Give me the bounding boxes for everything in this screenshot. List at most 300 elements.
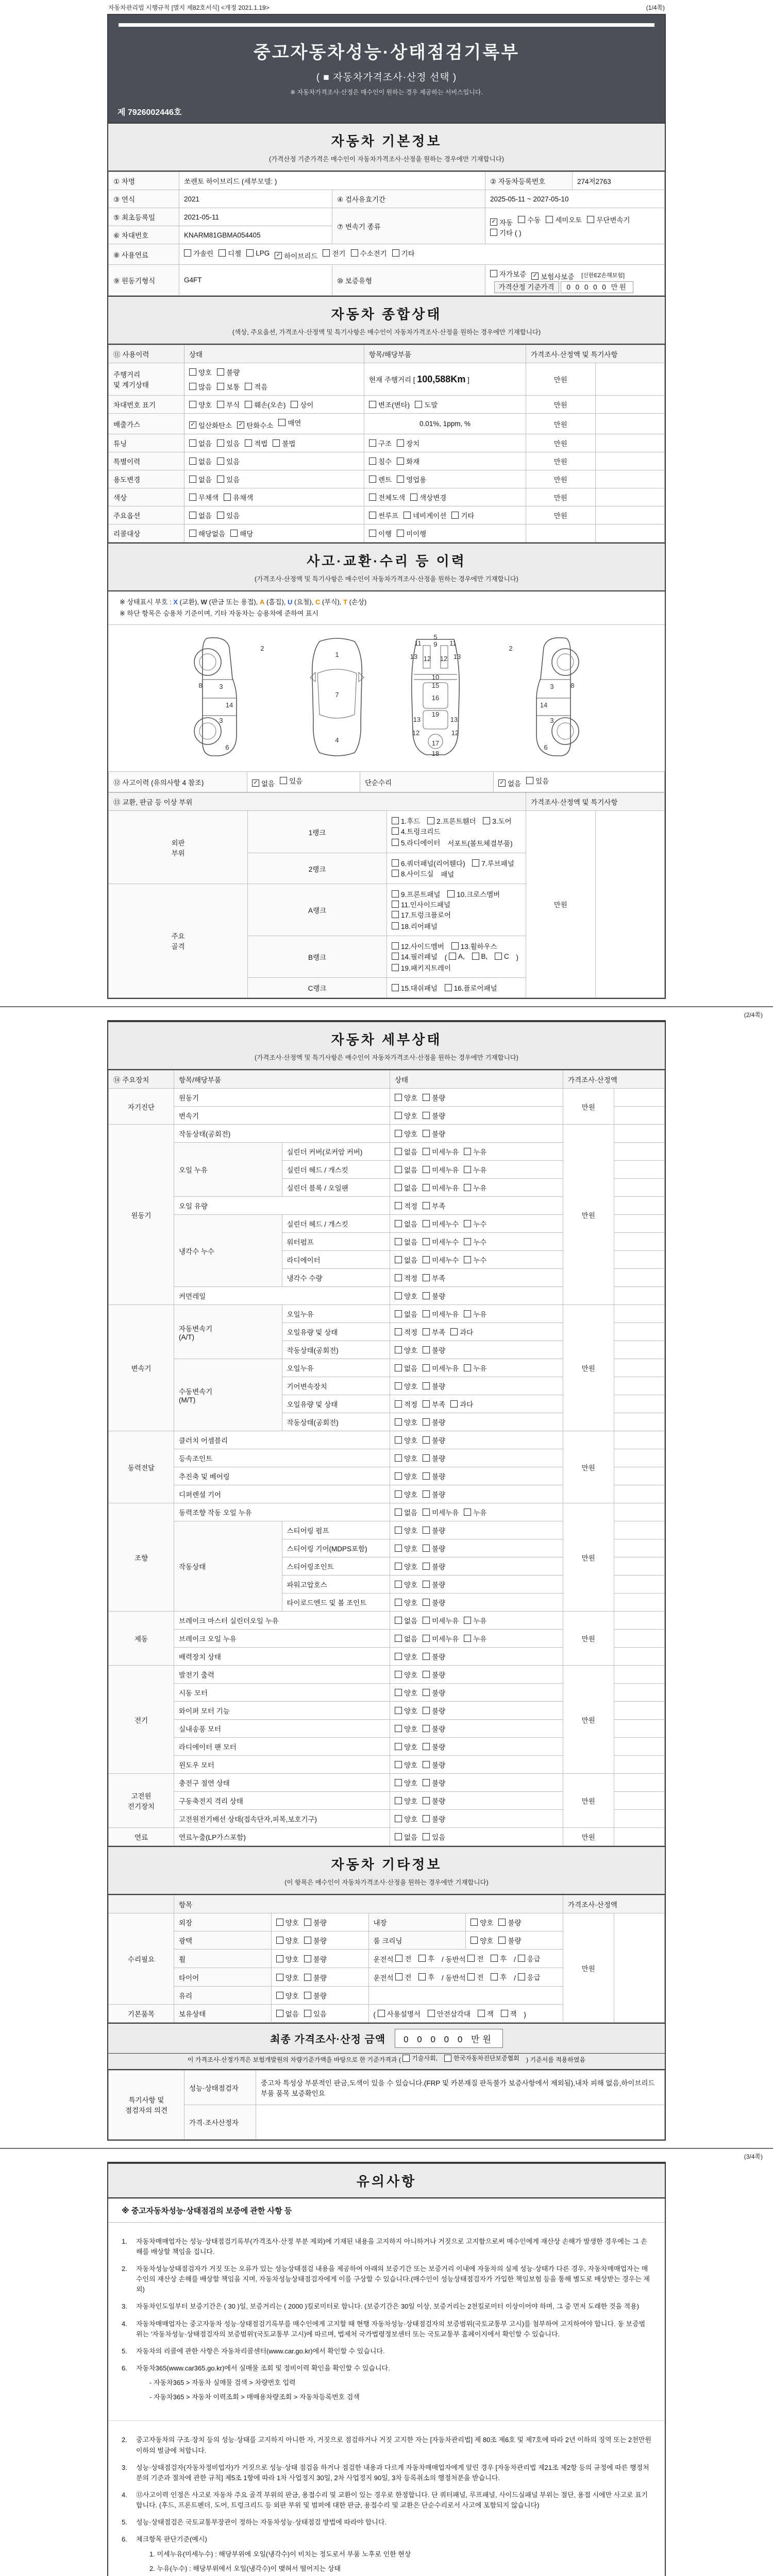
checkbox-불량[interactable]: 불량 — [423, 1777, 445, 1788]
checkbox-불량[interactable]: 불량 — [304, 1917, 327, 1927]
checkbox-기술사회,[interactable]: 기술사회, — [402, 2054, 438, 2062]
checkbox-13.휠하우스[interactable]: 13.휠하우스 — [451, 941, 497, 951]
notice-item: 5. 자동차의 리콜에 관한 사항은 자동차리콜센터(www.car.go.kr)에서 확인할 수 있습니다. — [122, 2347, 385, 2355]
checkbox-전[interactable]: 전 — [395, 1953, 411, 1963]
exchange-row: 2랭크 6.쿼더패널(리어휀다) 7.루브패널 8.사이드실 패널 — [109, 853, 665, 884]
checkbox-불량[interactable]: 불량 — [304, 1990, 327, 2001]
checkbox-있음[interactable]: 있음 — [217, 456, 240, 466]
checkbox-없음[interactable]: 없음 — [395, 1255, 417, 1265]
checkbox-미세누유[interactable]: 미세누유 — [423, 1615, 459, 1625]
checkbox-부족[interactable]: 부족 — [423, 1399, 445, 1409]
checkbox-적정[interactable]: 적정 — [395, 1273, 417, 1283]
checkbox-미세누유[interactable]: 미세누유 — [423, 1507, 459, 1517]
checkbox-불량[interactable]: 불량 — [423, 1453, 445, 1463]
checkbox-없음[interactable]: ✓ 없음 — [252, 778, 275, 788]
checkbox-불량[interactable]: 불량 — [423, 1525, 445, 1535]
checkbox-누유[interactable]: 누유 — [464, 1182, 486, 1193]
checkbox-가솔린[interactable]: 가솔린 — [184, 248, 213, 258]
overall-row: 주요옵션 없음 있음 썬루프 네비게이션 기타 만원 — [109, 506, 665, 524]
checkbox-없음[interactable]: 없음 — [189, 474, 212, 484]
etc-row: 기본품목 보유상태 없음 있음 ( 사용설명서 안전삼각대 잭 잭 ) — [109, 2005, 665, 2023]
svg-text:10: 10 — [431, 673, 440, 682]
checkbox-응급[interactable]: 응급 — [518, 1953, 541, 1963]
checkbox-적정[interactable]: 적정 — [395, 1399, 417, 1409]
checkbox-탄화수소[interactable]: ✓ 탄화수소 — [237, 420, 273, 430]
page-break — [0, 1006, 773, 1007]
checkbox-없음[interactable]: 없음 — [395, 1507, 417, 1517]
final-price-band — [108, 2023, 665, 2054]
checkbox-없음[interactable]: 없음 — [189, 438, 212, 448]
checkbox-8.사이드실[interactable]: 8.사이드실 — [392, 868, 433, 878]
checkbox-없음[interactable]: 없음 — [395, 1236, 417, 1247]
notice-item: 1. 자동차매매업자는 성능·상태점검기록부(가격조사·산정 부분 제외)에 기재된 내용을 고지하지 아니하거나 거짓으로 고지함으로써 매수인에게 재산상 손해가 발생한 경우에는 그 손해를 배상할 책임을 집니다. — [122, 2237, 647, 2256]
checkbox-양호[interactable]: 양호 — [395, 1705, 417, 1716]
checkbox-불량[interactable]: 불량 — [423, 1381, 445, 1391]
notice-item: 6. 체크항목 판단기준(예시) 1. 미세누유(미세누수) : 해당부위에 오일(냉각수)이 비치는 정도로서 부품 노후로 인한 현상 2. 누유(누수) : 해당부위에서 오일(냉각수)이 맺혀서 떨어지는 상태 — [122, 2534, 651, 2576]
checkbox-양호[interactable]: 양호 — [395, 1759, 417, 1770]
checkbox-불량[interactable]: 불량 — [423, 1597, 445, 1607]
checkbox-양호[interactable]: 양호 — [395, 1543, 417, 1553]
detail-row: 윈도우 모터 양호 불량 — [109, 1756, 665, 1774]
car-diagrams — [108, 625, 665, 771]
checkbox-잭[interactable]: 잭 — [478, 2008, 494, 2019]
detail-row: 실린더 블록 / 오일팬 없음 미세누유 누유 — [109, 1179, 665, 1197]
checkbox-양호[interactable]: 양호 — [395, 1795, 417, 1806]
checkbox-1.후드[interactable]: 1.후드 — [392, 816, 420, 826]
notice-subitem: - 자동차365 > 자동차 이력조회 > 매매용차량조회 > 자동차등록번호 검색 — [149, 2393, 360, 2401]
checkbox-불량[interactable]: 불량 — [423, 1759, 445, 1770]
checkbox-양호[interactable]: 양호 — [395, 1128, 417, 1139]
svg-text:14: 14 — [225, 701, 233, 709]
checkbox-양호[interactable]: 양호 — [395, 1814, 417, 1824]
checkbox-후[interactable]: 후 — [418, 1953, 434, 1963]
checkbox-불량[interactable]: 불량 — [423, 1687, 445, 1698]
checkbox-적음[interactable]: 적음 — [245, 381, 267, 392]
checkbox-적법[interactable]: 적법 — [245, 438, 267, 448]
checkbox-없음[interactable]: 없음 — [189, 456, 212, 466]
accident-history-table — [108, 771, 665, 792]
checkbox-도말[interactable]: 도말 — [415, 399, 438, 410]
checkbox-양호[interactable]: 양호 — [276, 1972, 299, 1982]
fuel-options — [179, 244, 665, 265]
engine-type: G4FT — [179, 265, 332, 296]
checkbox-17.트렁크플로어[interactable]: 17.트렁크플로어 — [392, 909, 451, 920]
checkbox-양호[interactable]: 양호 — [395, 1597, 417, 1607]
checkbox-없음[interactable]: 없음 — [395, 1633, 417, 1643]
etc-row: 타이어 양호 불량 운전석 전 후 / 동반석 전 후 / 응급 — [109, 1968, 665, 1987]
svg-text:5: 5 — [433, 633, 438, 641]
overall-row: 리콜대상 해당없음 해당 이행 미이행 — [109, 524, 665, 543]
detail-row: 고전원전기배선 상태(접속단자,피복,보호기구) 양호 불량 — [109, 1810, 665, 1828]
checkbox-불량[interactable]: 불량 — [423, 1741, 445, 1752]
checkbox-부족[interactable]: 부족 — [423, 1273, 445, 1283]
overall-row: 차대번호 표기 양호 부식 훼손(오손) 상이 변조(변타) 도말 만원 — [109, 396, 665, 414]
svg-text:14: 14 — [540, 701, 548, 709]
checkbox-양호[interactable]: 양호 — [395, 1687, 417, 1698]
document-number: 제 7926002446호 — [117, 108, 182, 117]
checkbox-양호[interactable]: 양호 — [395, 1525, 417, 1535]
checkbox-미세누유[interactable]: 미세누유 — [423, 1363, 459, 1373]
checkbox-후[interactable]: 후 — [491, 1972, 507, 1982]
checkbox-침수[interactable]: 침수 — [369, 456, 392, 466]
checkbox-양호[interactable]: 양호 — [395, 1092, 417, 1103]
notice-header — [108, 2163, 665, 2198]
checkbox-불량[interactable]: 불량 — [423, 1128, 445, 1139]
checkbox-수동[interactable]: 수동 — [518, 214, 541, 225]
overall-row: 특별이력 없음 있음 침수 화재 만원 — [109, 452, 665, 470]
checkbox-누유[interactable]: 누유 — [464, 1633, 486, 1643]
checkbox-양호[interactable]: 양호 — [470, 1917, 493, 1927]
checkbox-응급[interactable]: 응급 — [518, 1972, 541, 1982]
section-etc-header — [108, 1846, 665, 1895]
page-marker-3: (3/4쪽) — [744, 2153, 763, 2160]
checkbox-C[interactable]: C — [495, 953, 509, 960]
checkbox-미세누유[interactable]: 미세누유 — [423, 1633, 459, 1643]
detail-row: 커먼레일 양호 불량 — [109, 1287, 665, 1305]
page-marker-2: (2/4쪽) — [744, 1011, 763, 1019]
detail-row: 작동상태(공회전) 양호 불량 — [109, 1341, 665, 1359]
detail-row: 냉각수 누수 실린더 헤드 / 개스킷 없음 미세누수 누수 — [109, 1215, 665, 1233]
checkbox-양호[interactable]: 양호 — [395, 1669, 417, 1680]
checkbox-없음[interactable]: 없음 — [395, 1309, 417, 1319]
checkbox-양호[interactable]: 양호 — [395, 1777, 417, 1788]
detail-row: 작동상태(공회전) 양호 불량 — [109, 1413, 665, 1431]
checkbox-불량[interactable]: 불량 — [423, 1814, 445, 1824]
detail-row: 전기 발전기 출력 양호 불량 만원 — [109, 1666, 665, 1684]
svg-text:3: 3 — [219, 717, 223, 725]
base-price-label: 가격산정 기준가격 — [494, 281, 559, 293]
checkbox-전[interactable]: 전 — [467, 1972, 483, 1982]
checkbox-있음[interactable]: 있음 — [280, 775, 303, 786]
checkbox-색상변경[interactable]: 색상변경 — [410, 492, 446, 502]
accident-legend: ※ 상태표시 부호 : X (교환), W (판금 또는 용접), A (흠집), U (요철), C (부식), T (손상) ※ 하단 항목은 승용차 기준이며, 기타 자동차는 승용차에 준하여 표시 — [108, 591, 665, 625]
notice-item: 5. 성능·상태점검은 국토교통부장관이 정하는 자동차성능·상태점검 방법에 따라야 합니다. — [122, 2518, 387, 2527]
section-accident-header — [108, 543, 665, 591]
car-diagram-top — [295, 632, 380, 761]
checkbox-양호[interactable]: 양호 — [470, 1935, 493, 1945]
first-reg-date: 2021-05-11 — [179, 208, 332, 226]
checkbox-양호[interactable]: 양호 — [395, 1471, 417, 1481]
section-accident-subtitle: (가격조사·산정액 및 특기사항은 매수인이 자동차가격조사·산정을 원하는 경우에만 기재합니다) — [255, 575, 518, 583]
checkbox-누유[interactable]: 누유 — [464, 1507, 486, 1517]
checkbox-보험사보증[interactable]: ✓ 보험사보증 — [531, 271, 574, 281]
detail-row: 오일유량 및 상태 적정 부족 과다 — [109, 1395, 665, 1413]
checkbox-전기[interactable]: 전기 — [323, 248, 345, 258]
checkbox-양호[interactable]: 양호 — [395, 1489, 417, 1499]
detail-row: 오일유량 및 상태 적정 부족 과다 — [109, 1323, 665, 1341]
checkbox-불량[interactable]: 불량 — [423, 1435, 445, 1445]
checkbox-안전삼각대[interactable]: 안전삼각대 — [428, 2008, 470, 2019]
checkbox-전[interactable]: 전 — [395, 1972, 411, 1982]
checkbox-불량[interactable]: 불량 — [498, 1917, 521, 1927]
checkbox-양호[interactable]: 양호 — [395, 1291, 417, 1301]
notice-item: 3. 자동차인도일부터 보증기간은 ( 30 )일, 보증거리는 ( 2000 )킬로미터로 합니다. (보증기간은 30일 이상, 보증거리는 2천킬로미터 이상이어야 하며, 그 중 먼저 도래한 것을 적용) — [122, 2302, 640, 2311]
checkbox-불량[interactable]: 불량 — [423, 1651, 445, 1662]
checkbox-적정[interactable]: 적정 — [395, 1200, 417, 1211]
checkbox-부족[interactable]: 부족 — [423, 1200, 445, 1211]
notice-item: 2. 중고자동차의 구조·장치 등의 성능·상태를 고지하지 아니한 자, 거짓으로 점검하거나 거짓 고지한 자는 [자동차관리법] 제 80조 제6호 및 제7호에 따라 2년 이하의 징역 또는 2천만원 이하의 벌금에 처합니다. — [122, 2436, 651, 2454]
section-basic-title: 자동차 기본정보 — [331, 133, 442, 149]
car-regno: 274저2763 — [573, 172, 665, 190]
checkbox-해당[interactable]: 해당 — [230, 528, 253, 538]
exchange-row: B랭크 12.사이드멤버 13.휠하우스 14.필러패널 ( A, B, C ) 19.패키지트레이 — [109, 936, 665, 978]
checkbox-불량[interactable]: 불량 — [423, 1723, 445, 1734]
checkbox-양호[interactable]: 양호 — [395, 1741, 417, 1752]
checkbox-없음[interactable]: 없음 — [276, 2008, 299, 2019]
checkbox-무단변속기[interactable]: 무단변속기 — [587, 214, 630, 225]
checkbox-기타 ( )[interactable]: 기타 ( ) — [490, 227, 522, 238]
checkbox-없음[interactable]: ✓ 없음 — [498, 778, 521, 788]
checkbox-양호[interactable]: 양호 — [395, 1723, 417, 1734]
checkbox-7.루브패널[interactable]: 7.루브패널 — [472, 858, 514, 868]
checkbox-기타[interactable]: 기타 — [451, 510, 474, 520]
checkbox-미이행[interactable]: 미이행 — [397, 528, 426, 538]
checkbox-없음[interactable]: 없음 — [395, 1363, 417, 1373]
checkbox-불량[interactable]: 불량 — [423, 1543, 445, 1553]
svg-text:13: 13 — [450, 716, 458, 724]
opinion-table — [108, 2070, 665, 2140]
checkbox-불량[interactable]: 불량 — [498, 1935, 521, 1945]
checkbox-있음[interactable]: 있음 — [526, 775, 549, 786]
checkbox-보통[interactable]: 보통 — [217, 381, 240, 392]
checkbox-불량[interactable]: 불량 — [423, 1795, 445, 1806]
checkbox-누수[interactable]: 누수 — [464, 1255, 486, 1265]
checkbox-미세누수[interactable]: 미세누수 — [423, 1236, 459, 1247]
checkbox-훼손(오손)[interactable]: 훼손(오손) — [245, 399, 285, 410]
checkbox-누수[interactable]: 누수 — [464, 1218, 486, 1229]
checkbox-미세누유[interactable]: 미세누유 — [423, 1146, 459, 1157]
checkbox-누유[interactable]: 누유 — [464, 1615, 486, 1625]
checkbox-일산화탄소[interactable]: ✓ 일산화탄소 — [189, 420, 232, 430]
opinion-row: 가격·조사산정자 — [109, 2105, 665, 2139]
etc-row: 휠 양호 불량 운전석 전 후 / 동반석 전 후 / 응급 — [109, 1950, 665, 1968]
checkbox-16.플로어패널[interactable]: 16.플로어패널 — [445, 982, 497, 993]
checkbox-불량[interactable]: 불량 — [423, 1110, 445, 1121]
table-header-row: 항목 가격조사·산정액 — [109, 1895, 665, 1913]
checkbox-매연[interactable]: 매연 — [278, 417, 301, 428]
checkbox-없음[interactable]: 없음 — [395, 1615, 417, 1625]
checkbox-과다[interactable]: 과다 — [450, 1327, 473, 1337]
checkbox-장치[interactable]: 장치 — [397, 438, 419, 448]
checkbox-과다[interactable]: 과다 — [450, 1399, 473, 1409]
checkbox-유채색[interactable]: 유채색 — [224, 492, 253, 502]
checkbox-없음[interactable]: 없음 — [395, 1164, 417, 1175]
odometer-value: 100,588Km — [417, 374, 466, 384]
checkbox-불량[interactable]: 불량 — [304, 1954, 327, 1964]
checkbox-양호[interactable]: 양호 — [395, 1417, 417, 1427]
checkbox-자가보증[interactable]: 자가보증 — [490, 268, 526, 279]
header-accent-bar — [119, 23, 654, 27]
checkbox-있음[interactable]: 있음 — [304, 2008, 327, 2019]
checkbox-기타[interactable]: 기타 — [392, 248, 415, 258]
checkbox-LPG[interactable]: LPG — [246, 249, 270, 257]
checkbox-없음[interactable]: 없음 — [395, 1146, 417, 1157]
checkbox-불량[interactable]: 불량 — [423, 1579, 445, 1589]
checkbox-누유[interactable]: 누유 — [464, 1146, 486, 1157]
checkbox-미세누유[interactable]: 미세누유 — [423, 1309, 459, 1319]
checkbox-있음[interactable]: 있음 — [423, 1832, 445, 1842]
checkbox-영업용[interactable]: 영업용 — [397, 474, 426, 484]
checkbox-썬루프[interactable]: 썬루프 — [369, 510, 398, 520]
checkbox-양호[interactable]: 양호 — [395, 1110, 417, 1121]
detail-row: 실내송풍 모터 양호 불량 — [109, 1720, 665, 1738]
checkbox-누수[interactable]: 누수 — [464, 1236, 486, 1247]
checkbox-네비게이션[interactable]: 네비게이션 — [404, 510, 446, 520]
checkbox-양호[interactable]: 양호 — [276, 1954, 299, 1964]
checkbox-양호[interactable]: 양호 — [395, 1381, 417, 1391]
checkbox-양호[interactable]: 양호 — [276, 1917, 299, 1927]
checkbox-3.도어[interactable]: 3.도어 — [483, 816, 511, 826]
checkbox-렌트[interactable]: 렌트 — [369, 474, 392, 484]
checkbox-불량[interactable]: 불량 — [217, 367, 240, 377]
checkbox-양호[interactable]: 양호 — [395, 1345, 417, 1355]
checkbox-15.대쉬패널[interactable]: 15.대쉬패널 — [392, 982, 438, 993]
checkbox-없음[interactable]: 없음 — [395, 1182, 417, 1193]
checkbox-양호[interactable]: 양호 — [276, 1990, 299, 2001]
checkbox-잭[interactable]: 잭 — [501, 2008, 517, 2019]
final-price-label: 최종 가격조사·산정 금액 — [270, 2034, 386, 2046]
checkbox-14.필러패널[interactable]: 14.필러패널 — [392, 951, 438, 961]
checkbox-10.크로스멤버[interactable]: 10.크로스멤버 — [447, 889, 500, 899]
section-detail-title: 자동차 세부상태 — [331, 1032, 442, 1048]
detail-row: 기어변속장치 양호 불량 — [109, 1377, 665, 1395]
checkbox-양호[interactable]: 양호 — [189, 367, 212, 377]
notice-subitem: 1. 미세누유(미세누수) : 해당부위에 오일(냉각수)이 비치는 정도로서 부품 노후로 인한 현상 — [149, 2550, 411, 2558]
checkbox-부족[interactable]: 부족 — [423, 1327, 445, 1337]
checkbox-전[interactable]: 전 — [467, 1953, 483, 1963]
checkbox-적정[interactable]: 적정 — [395, 1327, 417, 1337]
svg-text:12: 12 — [451, 729, 459, 737]
svg-text:6: 6 — [544, 743, 548, 752]
checkbox-이행[interactable]: 이행 — [369, 528, 392, 538]
checkbox-불량[interactable]: 불량 — [423, 1291, 445, 1301]
checkbox-9.프론트패널[interactable]: 9.프론트패널 — [392, 889, 440, 899]
checkbox-있음[interactable]: 있음 — [217, 474, 240, 484]
table-row: ⑧ 사용연료 가솔린 디젤 LPG ✓ 하이브리드 전기 수소전기 기타 — [109, 244, 665, 265]
checkbox-불량[interactable]: 불량 — [423, 1417, 445, 1427]
detail-row: 라디에이터 팬 모터 양호 불량 — [109, 1738, 665, 1756]
warranty-insurer: [신한EZ손해보험] — [581, 273, 625, 279]
checkbox-불법[interactable]: 불법 — [273, 438, 295, 448]
checkbox-한국자동차진단보증협회[interactable]: 한국자동차진단보증협회 — [444, 2054, 519, 2062]
notice-blockA — [108, 2223, 665, 2421]
checkbox-미세누수[interactable]: 미세누수 — [423, 1218, 459, 1229]
checkbox-있음[interactable]: 있음 — [217, 510, 240, 520]
checkbox-화재[interactable]: 화재 — [397, 456, 419, 466]
notice-blockB — [108, 2420, 665, 2576]
checkbox-하이브리드[interactable]: ✓ 하이브리드 — [275, 250, 317, 261]
checkbox-양호[interactable]: 양호 — [395, 1435, 417, 1445]
checkbox-불량[interactable]: 불량 — [423, 1561, 445, 1571]
checkbox-11.인사이드패널[interactable]: 11.인사이드패널 — [392, 899, 450, 909]
checkbox-양호[interactable]: 양호 — [189, 399, 212, 410]
checkbox-불량[interactable]: 불량 — [423, 1489, 445, 1499]
checkbox-불량[interactable]: 불량 — [304, 1972, 327, 1982]
svg-text:12: 12 — [440, 655, 448, 663]
checkbox-무채색[interactable]: 무채색 — [189, 492, 219, 502]
checkbox-불량[interactable]: 불량 — [304, 1935, 327, 1945]
checkbox-양호[interactable]: 양호 — [395, 1579, 417, 1589]
checkbox-19.패키지트레이[interactable]: 19.패키지트레이 — [392, 962, 451, 973]
checkbox-후[interactable]: 후 — [418, 1972, 434, 1982]
checkbox-변조(변타)[interactable]: 변조(변타) — [369, 399, 410, 410]
section-detail-header — [108, 1021, 665, 1070]
checkbox-많음[interactable]: 많음 — [189, 381, 212, 392]
checkbox-구조[interactable]: 구조 — [369, 438, 392, 448]
svg-text:12: 12 — [412, 729, 420, 737]
checkbox-사용설명서[interactable]: 사용설명서 — [378, 2008, 421, 2019]
checkbox-부식[interactable]: 부식 — [217, 399, 240, 410]
checkbox-A,[interactable]: A, — [449, 953, 465, 960]
detail-row: 제동 브레이크 마스터 실린더오일 누유 없음 미세누유 누유 만원 — [109, 1612, 665, 1630]
checkbox-후[interactable]: 후 — [491, 1953, 507, 1963]
checkbox-5.라디에이터[interactable]: 5.라디에이터 — [392, 837, 440, 848]
detail-row: 실린더 헤드 / 개스킷 없음 미세누유 누유 — [109, 1161, 665, 1179]
checkbox-양호[interactable]: 양호 — [276, 1935, 299, 1945]
car-diagram-bottom — [393, 632, 478, 761]
simple-repair-label: 단순수리 — [360, 772, 494, 792]
checkbox-6.쿼더패널(리어휀다)[interactable]: 6.쿼더패널(리어휀다) — [392, 858, 465, 868]
checkbox-없음[interactable]: 없음 — [189, 510, 212, 520]
checkbox-디젤[interactable]: 디젤 — [219, 248, 241, 258]
checkbox-있음[interactable]: 있음 — [217, 438, 240, 448]
checkbox-누유[interactable]: 누유 — [464, 1309, 486, 1319]
svg-text:13: 13 — [410, 653, 418, 661]
checkbox-불량[interactable]: 불량 — [423, 1705, 445, 1716]
overall-row: 튜닝 없음 있음 적법 불법 구조 장치 만원 — [109, 434, 665, 452]
checkbox-양호[interactable]: 양호 — [395, 1453, 417, 1463]
checkbox-4.트렁크리드[interactable]: 4.트렁크리드 — [392, 826, 440, 836]
detail-row: 조향 동력조향 작동 오일 누유 없음 미세누유 누유 만원 — [109, 1503, 665, 1521]
checkbox-자동[interactable]: ✓ 자동 — [490, 217, 513, 227]
checkbox-양호[interactable]: 양호 — [395, 1651, 417, 1662]
checkbox-미세누유[interactable]: 미세누유 — [423, 1182, 459, 1193]
checkbox-불량[interactable]: 불량 — [423, 1092, 445, 1103]
detail-row: 등속조인트 양호 불량 — [109, 1449, 665, 1467]
checkbox-미세누수[interactable]: 미세누수 — [423, 1255, 459, 1265]
page-break — [0, 2148, 773, 2149]
checkbox-상이[interactable]: 상이 — [291, 399, 313, 410]
checkbox-해당없음[interactable]: 해당없음 — [189, 528, 225, 538]
checkbox-없음[interactable]: 없음 — [395, 1832, 417, 1842]
checkbox-12.사이드멤버[interactable]: 12.사이드멤버 — [392, 941, 444, 951]
svg-text:3: 3 — [219, 683, 223, 691]
checkbox-양호[interactable]: 양호 — [395, 1561, 417, 1571]
checkbox-누유[interactable]: 누유 — [464, 1363, 486, 1373]
checkbox-불량[interactable]: 불량 — [423, 1345, 445, 1355]
checkbox-수소전기[interactable]: 수소전기 — [351, 248, 387, 258]
detail-row: 스티어링조인트 양호 불량 — [109, 1557, 665, 1575]
checkbox-불량[interactable]: 불량 — [423, 1669, 445, 1680]
checkbox-18.리어패널[interactable]: 18.리어패널 — [392, 921, 438, 931]
checkbox-세미오토[interactable]: 세미오토 — [546, 214, 582, 225]
overall-row: 주행거리 및 계기상태 양호 불량 많음 보통 적음 현재 주행거리 [ 100,588Km ] 만원 — [109, 363, 665, 396]
checkbox-누유[interactable]: 누유 — [464, 1164, 486, 1175]
svg-text:15: 15 — [431, 682, 440, 690]
section-overall-title: 자동차 종합상태 — [331, 307, 442, 322]
notice-item: 6. 자동차365(www.car365.go.kr)에서 실매물 조회 및 정비이력 확인을 확인할 수 있습니다. - 자동차365 > 자동차 실매물 검색 > 차량번호 입력 - 자동차365 > 자동차 이력조회 > 매매용차량조회 > 자동차등록번호 검색 — [122, 2363, 651, 2406]
checkbox-미세누유[interactable]: 미세누유 — [423, 1164, 459, 1175]
section-basic-subtitle: (가격산정 기준가격은 매수인이 자동차가격조사·산정을 원하는 경우에만 기재합니다) — [269, 156, 504, 163]
checkbox-B,[interactable]: B, — [472, 953, 488, 960]
warranty-options — [490, 271, 579, 279]
etc-info-table — [108, 1895, 665, 2023]
section-overall-header — [108, 296, 665, 345]
checkbox-없음[interactable]: 없음 — [395, 1218, 417, 1229]
checkbox-2.프론트휀더[interactable]: 2.프론트휀더 — [427, 816, 476, 826]
checkbox-전체도색[interactable]: 전체도색 — [369, 492, 405, 502]
checkbox-불량[interactable]: 불량 — [423, 1471, 445, 1481]
